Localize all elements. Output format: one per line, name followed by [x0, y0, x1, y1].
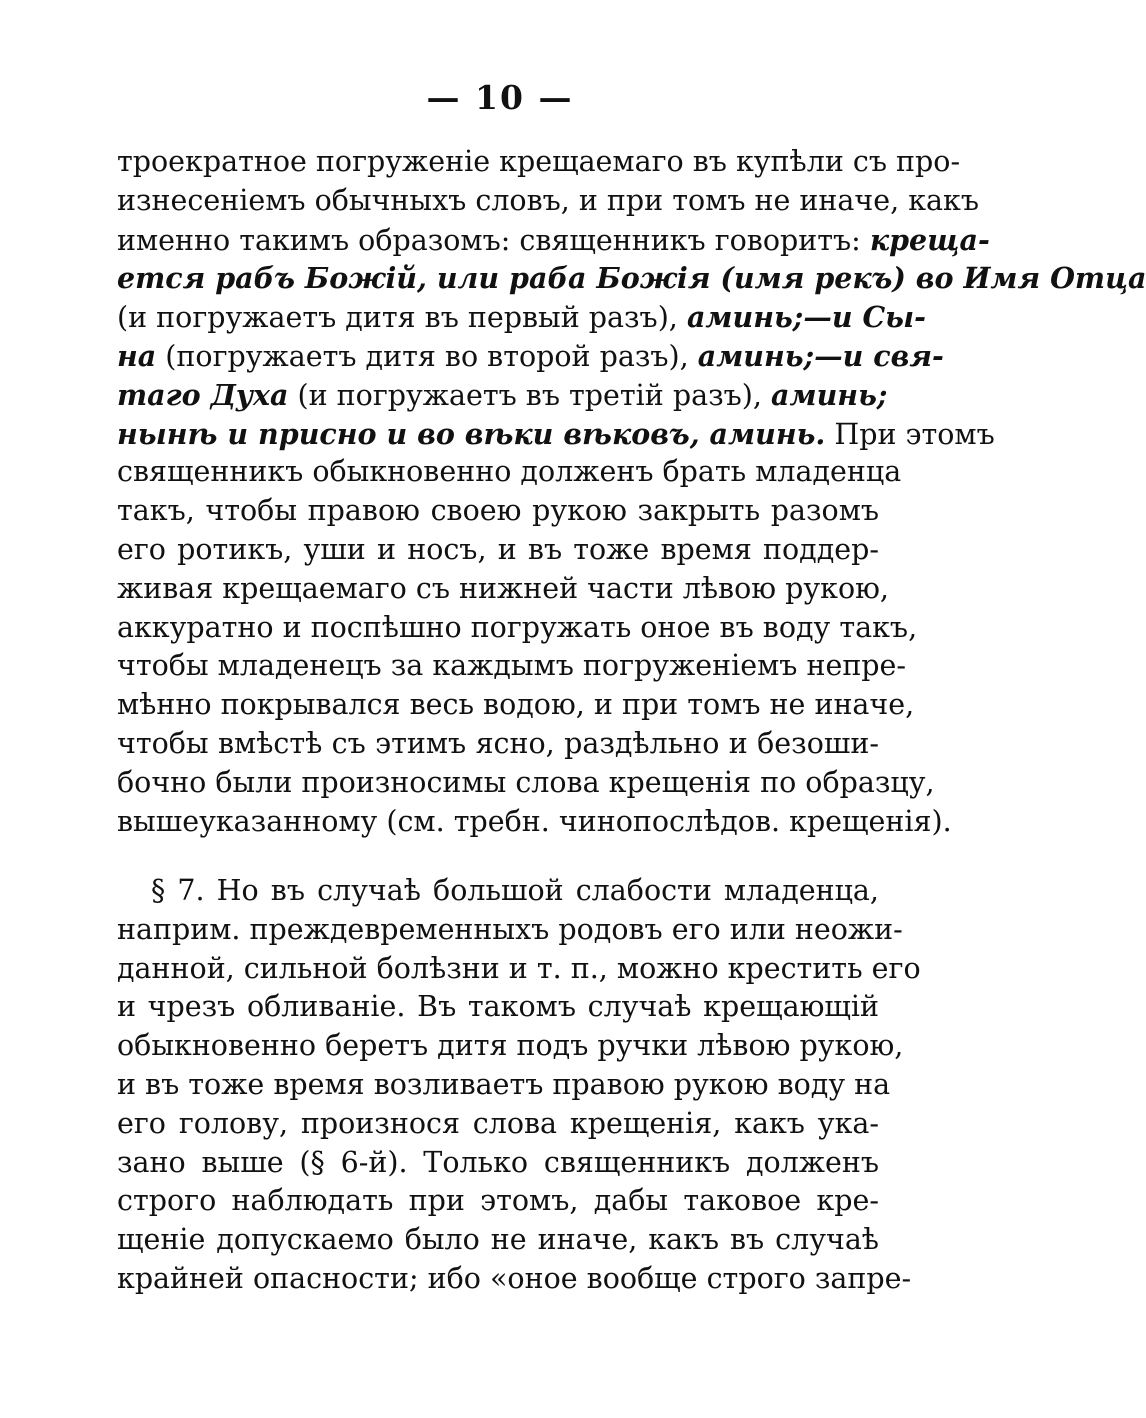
- paragraph-section-7: [117, 872, 921, 1299]
- text-line: § 7. Но въ случаѣ большой слабости младенца,: [151, 874, 879, 907]
- text-line: такъ, чтобы правою своею рукою закрыть разомъ: [117, 494, 879, 528]
- text-line: крайней опасности; ибо «оное вообще строго запре-: [117, 1261, 912, 1295]
- text-line: чтобы младенецъ за каждымъ погруженіемъ непре-: [117, 649, 907, 683]
- text-line: строго наблюдать при этомъ, дабы таковое кре-: [117, 1184, 879, 1218]
- text-line: зано выше (§ 6-й). Только священникъ долженъ: [117, 1145, 879, 1179]
- text-line: и въ тоже время возливаетъ правою рукою воду на: [117, 1067, 891, 1101]
- text-line: наприм. преждевременныхъ родовъ его или неожи-: [117, 912, 903, 946]
- italic-phrase: креща-: [869, 222, 990, 257]
- italic-phrase: ется рабъ Божій, или раба Божія (имя рекъ) во Имя Отца: [117, 261, 1146, 296]
- italic-phrase: на: [117, 338, 157, 373]
- text-line: мѣнно покрывался весь водою, и при томъ не иначе,: [117, 688, 915, 722]
- italic-phrase: аминь;—и свя-: [697, 338, 944, 373]
- text-line: на (погружаетъ дитя во второй разъ), аминь;—и свя-: [117, 338, 944, 373]
- text-line: данной, сильной болѣзни и т. п., можно крестить его: [117, 951, 921, 985]
- text-line: аккуратно и поспѣшно погружать оное въ воду такъ,: [117, 610, 918, 644]
- text-line: нынѣ и присно и во вѣки вѣковъ, аминь. При этомъ: [117, 416, 995, 451]
- text-line: священникъ обыкновенно долженъ брать младенца: [117, 455, 902, 489]
- text-line: его ротикъ, уши и носъ, и въ тоже время поддер-: [117, 532, 879, 566]
- italic-phrase: таго Духа: [117, 377, 289, 412]
- text-line: обыкновенно беретъ дитя подъ ручки лѣвою рукою,: [117, 1029, 904, 1063]
- text-line: троекратное погруженіе крещаемаго въ купѣли съ про-: [117, 145, 961, 178]
- text-line: чтобы вмѣстѣ съ этимъ ясно, раздѣльно и безоши-: [117, 726, 879, 760]
- text-line: вышеуказанному (см. требн. чинопослѣдов. крещенія).: [117, 804, 952, 838]
- text-line: изнесеніемъ обычныхъ словъ, и при томъ не иначе, какъ: [117, 183, 979, 217]
- italic-phrase: нынѣ и присно и во вѣки вѣковъ, аминь.: [117, 416, 826, 451]
- page-number: — 10 —: [426, 78, 574, 117]
- text-line: именно такимъ образомъ: священникъ говоритъ: креща-: [117, 222, 990, 257]
- italic-phrase: аминь;: [771, 377, 888, 412]
- text-line: бочно были произносимы слова крещенія по образцу,: [117, 765, 935, 799]
- text-line: живая крещаемаго съ нижней части лѣвою рукою,: [117, 571, 889, 605]
- text-line: [117, 259, 1146, 298]
- paragraph-baptism-immersion: [117, 143, 1146, 841]
- text-line: его голову, произнося слова крещенія, какъ ука-: [117, 1106, 879, 1140]
- text-line: щеніе допускаемо было не иначе, какъ въ случаѣ: [117, 1223, 879, 1257]
- text-line: и чрезъ обливаніе. Въ такомъ случаѣ крещающій: [117, 990, 879, 1024]
- text-line: (и погружаетъ дитя въ первый разъ), аминь;—и Сы-: [117, 300, 926, 335]
- text-line: таго Духа (и погружаетъ въ третій разъ), аминь;: [117, 377, 888, 412]
- italic-phrase: аминь;—и Сы-: [686, 300, 926, 335]
